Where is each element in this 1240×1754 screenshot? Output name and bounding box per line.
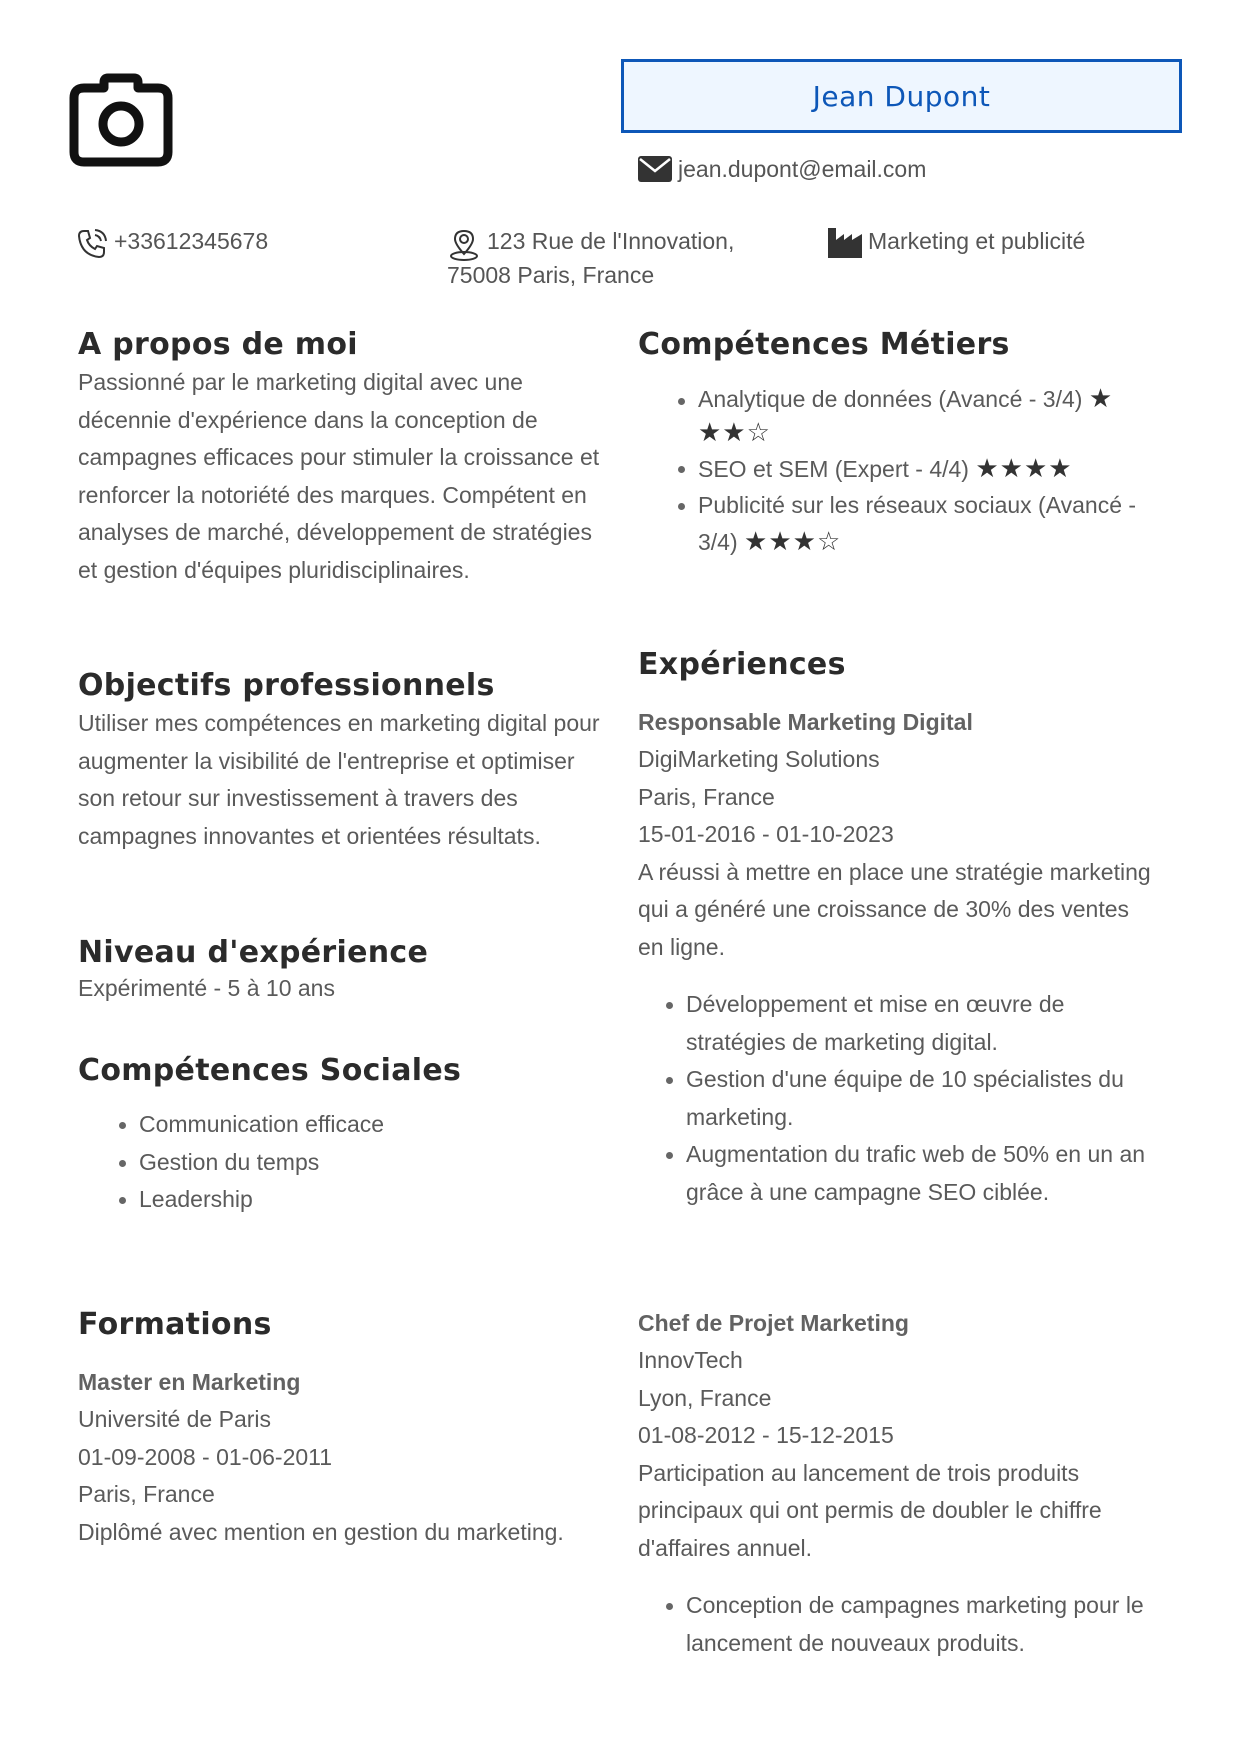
objectives-title: Objectifs professionnels <box>78 668 495 703</box>
experience-bullets <box>638 986 1168 1211</box>
objectives-section <box>78 668 608 855</box>
contact-address <box>447 224 807 292</box>
phone-icon <box>76 228 108 260</box>
experience-entry-2 <box>638 1305 1178 1662</box>
hard-skill-label: SEO et SEM (Expert - 4/4) <box>698 456 969 482</box>
star-rating-icon: ★★★★ <box>975 453 1073 483</box>
education-school: Université de Paris <box>78 1406 272 1432</box>
star-rating-icon: ★ ★★☆ <box>698 383 1114 447</box>
education-degree: Master en Marketing <box>78 1369 301 1395</box>
experience-role: Chef de Projet Marketing <box>638 1310 909 1336</box>
experience-role: Responsable Marketing Digital <box>638 709 973 735</box>
name-banner <box>621 59 1182 133</box>
contact-phone[interactable] <box>76 224 268 260</box>
experience-level-title: Niveau d'expérience <box>78 935 429 970</box>
about-section <box>78 327 608 589</box>
industry-text: Marketing et publicité <box>868 228 1086 254</box>
soft-skills-list <box>78 1106 608 1219</box>
experiences-title: Expériences <box>638 647 846 682</box>
email-text: jean.dupont@email.com <box>678 156 927 182</box>
full-name: Jean Dupont <box>812 79 991 113</box>
soft-skill-item: Communication efficace <box>139 1106 608 1144</box>
experiences-section <box>638 647 1178 1211</box>
hard-skills-section <box>638 327 1178 560</box>
address-line-2: 75008 Paris, France <box>447 262 655 288</box>
experience-bullet: Augmentation du trafic web de 50% en un an grâce à une campagne SEO ciblée. <box>686 1136 1168 1211</box>
envelope-icon <box>638 156 672 182</box>
education-description: Diplômé avec mention en gestion du marketing. <box>78 1518 564 1545</box>
hard-skill-item <box>698 487 1168 560</box>
about-title: A propos de moi <box>78 327 358 362</box>
experience-summary: A réussi à mettre en place une stratégie marketing qui a généré une croissance de 30% des ventes en ligne. <box>638 858 1151 960</box>
camera-icon <box>68 72 174 168</box>
location-pin-icon <box>447 228 481 262</box>
education-location: Paris, France <box>78 1481 215 1507</box>
hard-skill-item <box>698 382 1168 450</box>
education-section <box>78 1307 638 1551</box>
experience-location: Paris, France <box>638 783 775 810</box>
hard-skill-label: Analytique de données (Avancé - 3/4) <box>698 386 1083 412</box>
hard-skills-title: Compétences Métiers <box>638 327 1010 362</box>
experience-dates: 01-08-2012 - 15-12-2015 <box>638 1422 894 1448</box>
objectives-text: Utiliser mes compétences en marketing digital pour augmenter la visibilité de l'entreprise et optimiser son retour sur investissement à travers des campagnes innovantes et orientées résultats. <box>78 710 600 849</box>
experience-summary: Participation au lancement de trois produits principaux qui ont permis de doubler le chiffre d'affaires annuel. <box>638 1459 1102 1561</box>
experience-company: InnovTech <box>638 1347 743 1373</box>
soft-skill-item: Leadership <box>139 1181 608 1219</box>
hard-skill-item <box>698 450 1168 487</box>
experience-bullet: Développement et mise en œuvre de stratégies de marketing digital. <box>686 986 1168 1061</box>
experience-company: DigiMarketing Solutions <box>638 746 880 772</box>
education-entry <box>78 1364 638 1551</box>
soft-skills-title: Compétences Sociales <box>78 1053 462 1088</box>
education-dates: 01-09-2008 - 01-06-2011 <box>78 1443 333 1470</box>
hard-skill-label: Publicité sur les réseaux sociaux (Avancé - 3/4) <box>698 492 1137 555</box>
soft-skill-item: Gestion du temps <box>139 1144 608 1182</box>
hard-skills-list <box>638 382 1168 560</box>
experience-entry <box>638 704 1178 1211</box>
star-rating-icon: ★★★☆ <box>744 526 842 556</box>
phone-text: +33612345678 <box>114 228 269 254</box>
contact-email[interactable] <box>638 152 926 186</box>
experience-bullet: Conception de campagnes marketing pour le lancement de nouveaux produits. <box>686 1587 1168 1662</box>
soft-skills-section <box>78 1053 608 1219</box>
contact-industry <box>828 224 1085 258</box>
experience-level-text: Expérimenté - 5 à 10 ans <box>78 975 335 1001</box>
experience-dates: 15-01-2016 - 01-10-2023 <box>638 821 894 847</box>
address-line-1: 123 Rue de l'Innovation, <box>487 228 735 254</box>
profile-photo-placeholder[interactable] <box>68 72 174 168</box>
education-title: Formations <box>78 1307 272 1342</box>
about-text: Passionné par le marketing digital avec une décennie d'expérience dans la conception de campagnes efficaces pour stimuler la croissance et renforcer la notoriété des marques. Compétent en analyses de marché, développement de stratégies et gestion d'équipes pluridisciplinaires. <box>78 369 600 583</box>
experience-location: Lyon, France <box>638 1384 772 1411</box>
factory-icon <box>828 228 862 258</box>
experience-bullet: Gestion d'une équipe de 10 spécialistes du marketing. <box>686 1061 1168 1136</box>
experience-bullets <box>638 1587 1168 1662</box>
experience-level-section <box>78 935 608 1008</box>
